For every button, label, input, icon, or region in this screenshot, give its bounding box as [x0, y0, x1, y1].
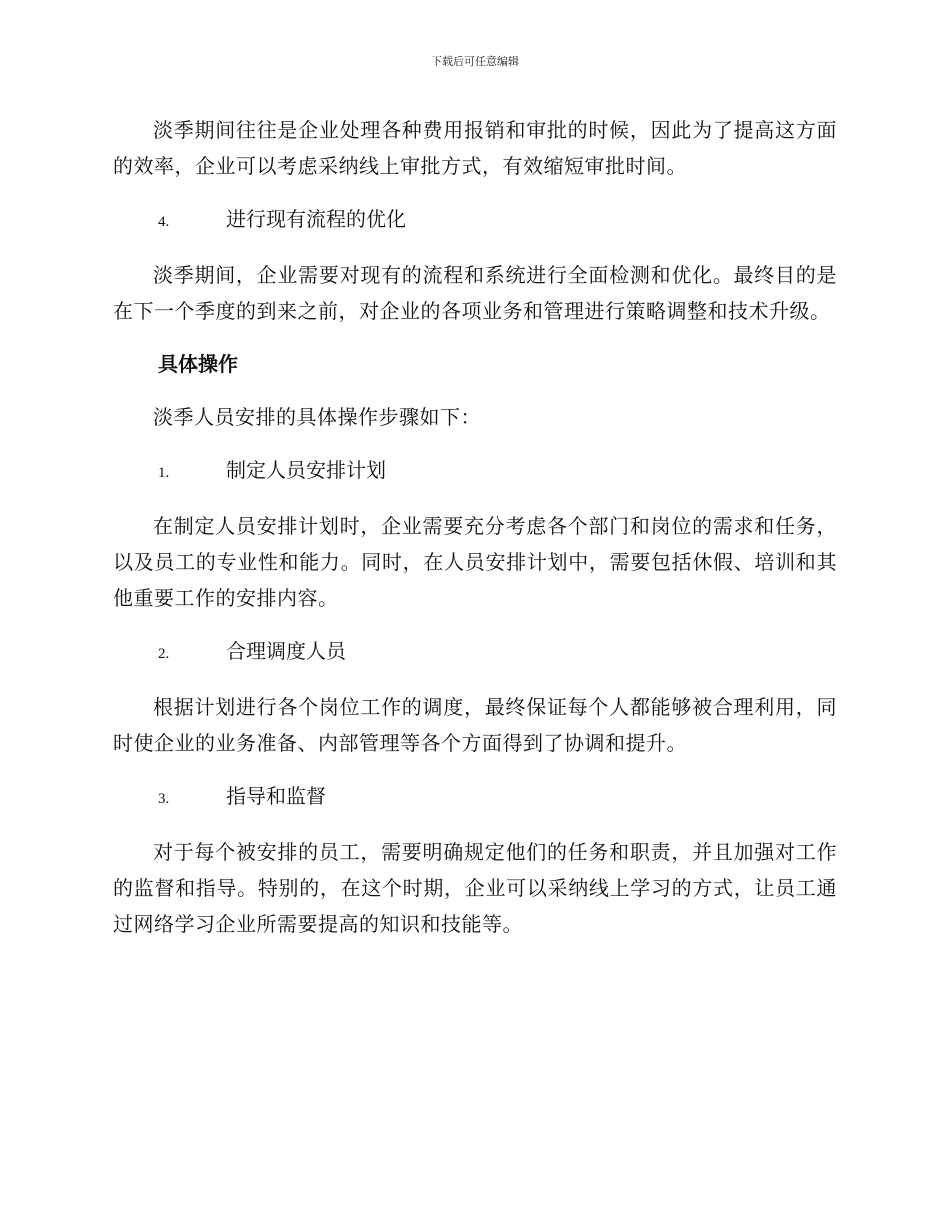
- document-body: [113, 112, 837, 959]
- item-title: 指导和监督: [226, 784, 326, 808]
- item-number: 1.: [158, 465, 170, 481]
- numbered-item-1: [113, 452, 837, 491]
- numbered-item-4: [113, 201, 837, 240]
- paragraph-process-optimization: 淡季期间，企业需要对现有的流程和系统进行全面检测和优化。最终目的是在下一个季度的到来之前，对企业的各项业务和管理进行策略调整和技术升级。: [113, 263, 837, 323]
- item-number: 2.: [158, 646, 170, 662]
- paragraph-steps-intro: 淡季人员安排的具体操作步骤如下：: [153, 405, 481, 429]
- paragraph-approval-efficiency: 淡季期间往往是企业处理各种费用报销和审批的时候，因此为了提高这方面的效率，企业可以考虑采纳线上审批方式，有效缩短审批时间。: [113, 118, 837, 178]
- item-number: 4.: [158, 214, 170, 230]
- item-title: 制定人员安排计划: [226, 458, 386, 482]
- item-title: 进行现有流程的优化: [226, 207, 406, 231]
- item-number: 3.: [158, 791, 170, 807]
- numbered-item-2: [113, 633, 837, 672]
- paragraph-staffing-plan: 在制定人员安排计划时，企业需要充分考虑各个部门和岗位的需求和任务，以及员工的专业性和能力。同时，在人员安排计划中，需要包括休假、培训和其他重要工作的安排内容。: [113, 514, 837, 610]
- paragraph-scheduling: 根据计划进行各个岗位工作的调度，最终保证每个人都能够被合理利用，同时使企业的业务准备、内部管理等各个方面得到了协调和提升。: [113, 695, 837, 755]
- page-header: 下载后可任意编辑: [431, 55, 519, 68]
- item-title: 合理调度人员: [226, 639, 346, 663]
- numbered-item-3: [113, 778, 837, 817]
- paragraph-supervision: 对于每个被安排的员工，需要明确规定他们的任务和职责，并且加强对工作的监督和指导。特别的，在这个时期，企业可以采纳线上学习的方式，让员工通过网络学习企业所需要提高的知识和技能等。: [113, 840, 837, 936]
- section-heading: 具体操作: [158, 352, 238, 376]
